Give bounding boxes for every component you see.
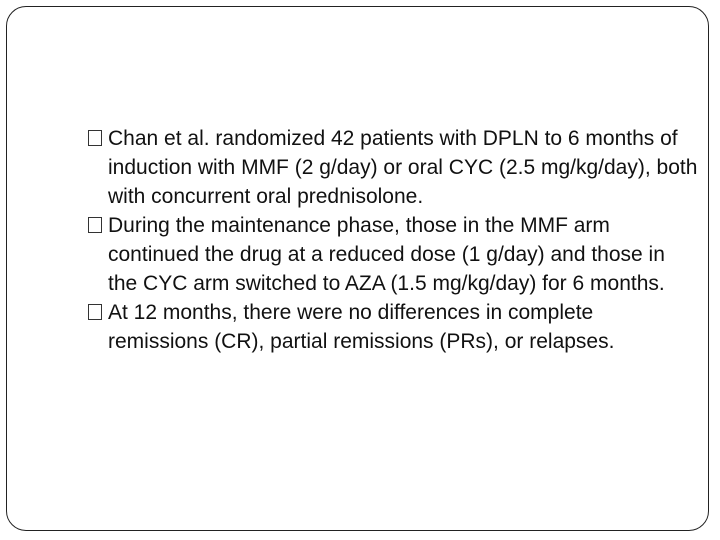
slide-frame [6, 6, 709, 531]
missing-glyph-box-icon [88, 130, 102, 146]
missing-glyph-box-icon [88, 304, 102, 320]
missing-glyph-box-icon [88, 217, 102, 233]
bullet-item [88, 298, 698, 356]
bullet-item [88, 124, 698, 211]
bullet-text: Chan et al. randomized 42 patients with DPLN to 6 months of induction with MMF (2 g/day) or oral CYC (2.5 mg/kg/day), both with concurrent oral prednisolone. [108, 127, 698, 208]
bullet-text: At 12 months, there were no differences in complete remissions (CR), partial remissions (PRs), or relapses. [108, 301, 615, 353]
bullet-text: During the maintenance phase, those in the MMF arm continued the drug at a reduced dose (1 g/day) and those in the CYC arm switched to AZA (1.5 mg/kg/day) for 6 months. [108, 214, 665, 295]
bullet-item [88, 211, 698, 298]
bullet-list [88, 124, 698, 356]
